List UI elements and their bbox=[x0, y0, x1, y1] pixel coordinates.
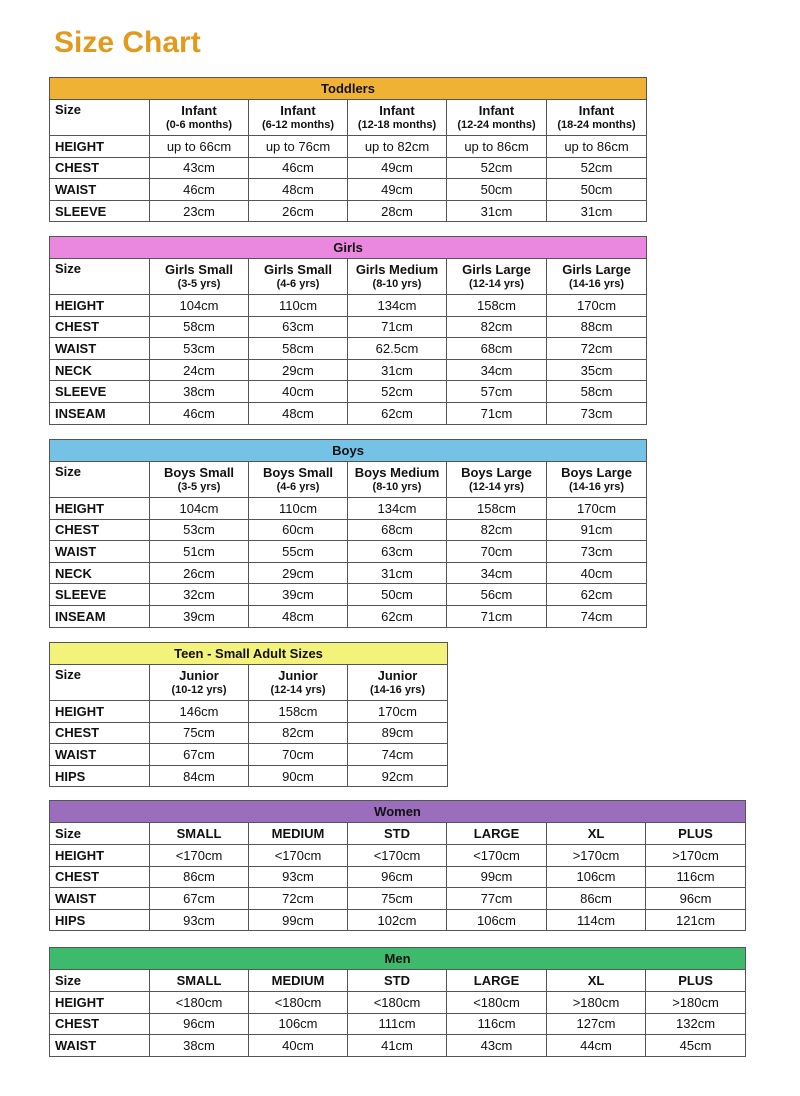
table-cell: 71cm bbox=[348, 316, 447, 338]
girls-col-header bbox=[348, 259, 447, 295]
toddlers-section-title: Toddlers bbox=[50, 78, 647, 100]
row-label: WAIST bbox=[50, 744, 150, 766]
table-cell: 106cm bbox=[249, 1013, 348, 1035]
boys-col-header bbox=[547, 462, 647, 498]
table-cell: 71cm bbox=[447, 402, 547, 424]
row-label: WAIST bbox=[50, 888, 150, 910]
table-row bbox=[50, 200, 647, 222]
row-label: HIPS bbox=[50, 765, 150, 787]
table-row bbox=[50, 845, 746, 867]
table-cell: 70cm bbox=[249, 744, 348, 766]
girls-header-size: Size bbox=[50, 259, 150, 295]
table-cell: 53cm bbox=[150, 338, 249, 360]
row-label: CHEST bbox=[50, 1013, 150, 1035]
row-label: WAIST bbox=[50, 179, 150, 201]
table-cell: 74cm bbox=[348, 744, 448, 766]
table-cell: 34cm bbox=[447, 562, 547, 584]
table-cell: up to 86cm bbox=[547, 136, 647, 158]
table-cell: 86cm bbox=[150, 866, 249, 888]
table-cell: 75cm bbox=[150, 722, 249, 744]
table-cell: 106cm bbox=[547, 866, 646, 888]
table-cell: 34cm bbox=[447, 359, 547, 381]
table-cell: 70cm bbox=[447, 541, 547, 563]
women-col-header: XL bbox=[547, 823, 646, 845]
row-label: HEIGHT bbox=[50, 701, 150, 723]
col-range: (14-16 yrs) bbox=[369, 683, 426, 696]
table-cell: 48cm bbox=[249, 605, 348, 627]
table-cell: 104cm bbox=[150, 295, 249, 317]
table-row bbox=[50, 316, 647, 338]
table-cell: 82cm bbox=[447, 316, 547, 338]
row-label: CHEST bbox=[50, 722, 150, 744]
table-cell: 62cm bbox=[348, 402, 447, 424]
teen-section-title: Teen - Small Adult Sizes bbox=[50, 643, 448, 665]
table-cell: 104cm bbox=[150, 498, 249, 520]
table-cell: 48cm bbox=[249, 179, 348, 201]
women-col-header: MEDIUM bbox=[249, 823, 348, 845]
women-col-header: PLUS bbox=[646, 823, 746, 845]
men-header-size: Size bbox=[50, 970, 150, 992]
table-cell: 45cm bbox=[646, 1035, 746, 1057]
table-cell: 40cm bbox=[249, 381, 348, 403]
col-range: (18-24 months) bbox=[557, 118, 636, 131]
table-row bbox=[50, 605, 647, 627]
table-row bbox=[50, 402, 647, 424]
men-section-title: Men bbox=[50, 948, 746, 970]
row-label: CHEST bbox=[50, 519, 150, 541]
table-row bbox=[50, 1013, 746, 1035]
table-cell: 55cm bbox=[249, 541, 348, 563]
women-col-header: STD bbox=[348, 823, 447, 845]
table-row bbox=[50, 295, 647, 317]
table-cell: 50cm bbox=[547, 179, 647, 201]
table-cell: 132cm bbox=[646, 1013, 746, 1035]
table-cell: 84cm bbox=[150, 765, 249, 787]
boys-col-header bbox=[150, 462, 249, 498]
table-cell: 99cm bbox=[447, 866, 547, 888]
teen-col-header bbox=[150, 665, 249, 701]
table-cell: <180cm bbox=[249, 992, 348, 1014]
col-range: (12-14 yrs) bbox=[468, 277, 525, 290]
table-cell: >170cm bbox=[547, 845, 646, 867]
col-name: Girls Large bbox=[562, 261, 631, 277]
table-row bbox=[50, 519, 647, 541]
table-cell: 58cm bbox=[150, 316, 249, 338]
girls-col-header bbox=[447, 259, 547, 295]
table-cell: up to 82cm bbox=[348, 136, 447, 158]
col-range: (0-6 months) bbox=[166, 118, 232, 131]
table-cell: 23cm bbox=[150, 200, 249, 222]
col-range: (12-18 months) bbox=[357, 118, 437, 131]
table-cell: 35cm bbox=[547, 359, 647, 381]
row-label: HEIGHT bbox=[50, 295, 150, 317]
table-cell: 88cm bbox=[547, 316, 647, 338]
col-range: (12-24 months) bbox=[457, 118, 536, 131]
col-name: Infant bbox=[280, 102, 316, 118]
teen-col-header bbox=[249, 665, 348, 701]
table-cell: 49cm bbox=[348, 157, 447, 179]
table-cell: 49cm bbox=[348, 179, 447, 201]
row-label: INSEAM bbox=[50, 605, 150, 627]
col-range: (12-14 yrs) bbox=[468, 480, 525, 493]
table-row bbox=[50, 992, 746, 1014]
table-cell: >180cm bbox=[547, 992, 646, 1014]
table-cell: 41cm bbox=[348, 1035, 447, 1057]
table-row bbox=[50, 701, 448, 723]
teen-header-size: Size bbox=[50, 665, 150, 701]
col-range: (8-10 yrs) bbox=[372, 277, 422, 290]
table-cell: 26cm bbox=[150, 562, 249, 584]
col-range: (3-5 yrs) bbox=[177, 277, 221, 290]
table-cell: 77cm bbox=[447, 888, 547, 910]
col-name: Boys Medium bbox=[354, 464, 440, 480]
table-cell: 114cm bbox=[547, 909, 646, 931]
table-cell: up to 86cm bbox=[447, 136, 547, 158]
boys-col-header bbox=[348, 462, 447, 498]
table-row bbox=[50, 338, 647, 360]
table-cell: 72cm bbox=[249, 888, 348, 910]
men-col-header: MEDIUM bbox=[249, 970, 348, 992]
row-label: HEIGHT bbox=[50, 845, 150, 867]
boys-col-header bbox=[447, 462, 547, 498]
col-name: Girls Small bbox=[264, 261, 332, 277]
table-cell: 62.5cm bbox=[348, 338, 447, 360]
women-col-header: LARGE bbox=[447, 823, 547, 845]
table-cell: 62cm bbox=[547, 584, 647, 606]
table-cell: <170cm bbox=[150, 845, 249, 867]
table-row bbox=[50, 359, 647, 381]
table-cell: 134cm bbox=[348, 498, 447, 520]
table-row bbox=[50, 765, 448, 787]
table-cell: 28cm bbox=[348, 200, 447, 222]
table-cell: 158cm bbox=[447, 295, 547, 317]
table-cell: <180cm bbox=[348, 992, 447, 1014]
men-col-header: SMALL bbox=[150, 970, 249, 992]
table-cell: 57cm bbox=[447, 381, 547, 403]
table-row bbox=[50, 179, 647, 201]
table-cell: 93cm bbox=[249, 866, 348, 888]
girls-section-title: Girls bbox=[50, 237, 647, 259]
table-cell: 67cm bbox=[150, 888, 249, 910]
row-label: WAIST bbox=[50, 541, 150, 563]
table-row bbox=[50, 498, 647, 520]
table-cell: 106cm bbox=[447, 909, 547, 931]
table-row bbox=[50, 866, 746, 888]
table-cell: 62cm bbox=[348, 605, 447, 627]
table-cell: <170cm bbox=[447, 845, 547, 867]
table-cell: 51cm bbox=[150, 541, 249, 563]
table-cell: 170cm bbox=[348, 701, 448, 723]
table-cell: >180cm bbox=[646, 992, 746, 1014]
table-cell: 43cm bbox=[447, 1035, 547, 1057]
toddlers-header-size: Size bbox=[50, 100, 150, 136]
col-name: Infant bbox=[578, 102, 615, 118]
table-cell: 121cm bbox=[646, 909, 746, 931]
boys-size-table bbox=[49, 439, 647, 628]
table-cell: 58cm bbox=[249, 338, 348, 360]
table-row bbox=[50, 722, 448, 744]
table-cell: 52cm bbox=[348, 381, 447, 403]
table-cell: 68cm bbox=[348, 519, 447, 541]
toddlers-col-header bbox=[348, 100, 447, 136]
row-label: HIPS bbox=[50, 909, 150, 931]
men-col-header: PLUS bbox=[646, 970, 746, 992]
row-label: WAIST bbox=[50, 1035, 150, 1057]
table-cell: 91cm bbox=[547, 519, 647, 541]
table-cell: up to 76cm bbox=[249, 136, 348, 158]
table-cell: 74cm bbox=[547, 605, 647, 627]
women-col-header: SMALL bbox=[150, 823, 249, 845]
table-cell: >170cm bbox=[646, 845, 746, 867]
men-size-table bbox=[49, 947, 746, 1057]
col-name: Boys Small bbox=[163, 464, 235, 480]
girls-size-table bbox=[49, 236, 647, 425]
table-cell: 53cm bbox=[150, 519, 249, 541]
table-cell: 75cm bbox=[348, 888, 447, 910]
toddlers-size-table bbox=[49, 77, 647, 222]
table-cell: up to 66cm bbox=[150, 136, 249, 158]
table-cell: 93cm bbox=[150, 909, 249, 931]
women-header-size: Size bbox=[50, 823, 150, 845]
table-cell: 110cm bbox=[249, 295, 348, 317]
table-cell: 31cm bbox=[348, 562, 447, 584]
table-cell: 72cm bbox=[547, 338, 647, 360]
row-label: INSEAM bbox=[50, 402, 150, 424]
table-cell: 31cm bbox=[348, 359, 447, 381]
table-row bbox=[50, 381, 647, 403]
col-range: (14-16 yrs) bbox=[569, 277, 625, 290]
table-cell: 24cm bbox=[150, 359, 249, 381]
table-row bbox=[50, 584, 647, 606]
table-cell: 89cm bbox=[348, 722, 448, 744]
table-row bbox=[50, 1035, 746, 1057]
table-cell: 134cm bbox=[348, 295, 447, 317]
table-cell: 63cm bbox=[348, 541, 447, 563]
table-row bbox=[50, 157, 647, 179]
col-name: Infant bbox=[478, 102, 515, 118]
table-cell: 90cm bbox=[249, 765, 348, 787]
row-label: CHEST bbox=[50, 866, 150, 888]
table-cell: <170cm bbox=[348, 845, 447, 867]
row-label: SLEEVE bbox=[50, 584, 150, 606]
table-cell: 111cm bbox=[348, 1013, 447, 1035]
table-cell: 46cm bbox=[249, 157, 348, 179]
table-cell: 96cm bbox=[646, 888, 746, 910]
women-size-table bbox=[49, 800, 746, 931]
table-cell: 96cm bbox=[150, 1013, 249, 1035]
table-row bbox=[50, 562, 647, 584]
col-name: Boys Large bbox=[461, 464, 532, 480]
table-cell: 40cm bbox=[249, 1035, 348, 1057]
table-cell: 40cm bbox=[547, 562, 647, 584]
table-cell: <180cm bbox=[150, 992, 249, 1014]
table-cell: 158cm bbox=[249, 701, 348, 723]
page-title: Size Chart bbox=[54, 26, 201, 59]
table-cell: 170cm bbox=[547, 295, 647, 317]
table-cell: 48cm bbox=[249, 402, 348, 424]
table-cell: 102cm bbox=[348, 909, 447, 931]
table-cell: 86cm bbox=[547, 888, 646, 910]
table-cell: 56cm bbox=[447, 584, 547, 606]
men-col-header: XL bbox=[547, 970, 646, 992]
table-cell: 96cm bbox=[348, 866, 447, 888]
table-cell: 32cm bbox=[150, 584, 249, 606]
table-cell: 58cm bbox=[547, 381, 647, 403]
row-label: NECK bbox=[50, 359, 150, 381]
col-name: Girls Medium bbox=[355, 261, 439, 277]
toddlers-col-header bbox=[249, 100, 348, 136]
col-name: Junior bbox=[179, 667, 219, 683]
table-cell: 170cm bbox=[547, 498, 647, 520]
table-row bbox=[50, 541, 647, 563]
table-row bbox=[50, 888, 746, 910]
col-range: (4-6 yrs) bbox=[276, 480, 320, 493]
table-cell: 38cm bbox=[150, 1035, 249, 1057]
table-cell: 50cm bbox=[447, 179, 547, 201]
toddlers-col-header bbox=[547, 100, 647, 136]
table-cell: 73cm bbox=[547, 541, 647, 563]
col-name: Boys Large bbox=[561, 464, 632, 480]
table-cell: 67cm bbox=[150, 744, 249, 766]
table-cell: 99cm bbox=[249, 909, 348, 931]
girls-col-header bbox=[150, 259, 249, 295]
col-name: Girls Small bbox=[165, 261, 233, 277]
col-name: Junior bbox=[278, 667, 318, 683]
table-cell: 31cm bbox=[447, 200, 547, 222]
table-cell: 50cm bbox=[348, 584, 447, 606]
table-cell: 26cm bbox=[249, 200, 348, 222]
table-cell: 82cm bbox=[249, 722, 348, 744]
col-name: Infant bbox=[181, 102, 217, 118]
table-cell: 38cm bbox=[150, 381, 249, 403]
table-cell: 110cm bbox=[249, 498, 348, 520]
women-section-title: Women bbox=[50, 801, 746, 823]
row-label: WAIST bbox=[50, 338, 150, 360]
col-name: Infant bbox=[379, 102, 415, 118]
men-col-header: LARGE bbox=[447, 970, 547, 992]
row-label: SLEEVE bbox=[50, 381, 150, 403]
row-label: CHEST bbox=[50, 157, 150, 179]
boys-section-title: Boys bbox=[50, 440, 647, 462]
table-cell: 116cm bbox=[447, 1013, 547, 1035]
table-cell: 82cm bbox=[447, 519, 547, 541]
table-cell: 44cm bbox=[547, 1035, 646, 1057]
row-label: NECK bbox=[50, 562, 150, 584]
col-name: Boys Small bbox=[262, 464, 334, 480]
row-label: SLEEVE bbox=[50, 200, 150, 222]
table-cell: 29cm bbox=[249, 562, 348, 584]
col-range: (14-16 yrs) bbox=[569, 480, 625, 493]
table-cell: 73cm bbox=[547, 402, 647, 424]
men-col-header: STD bbox=[348, 970, 447, 992]
table-cell: <180cm bbox=[447, 992, 547, 1014]
table-cell: 127cm bbox=[547, 1013, 646, 1035]
boys-col-header bbox=[249, 462, 348, 498]
table-cell: 29cm bbox=[249, 359, 348, 381]
table-cell: 52cm bbox=[447, 157, 547, 179]
row-label: HEIGHT bbox=[50, 992, 150, 1014]
table-cell: 146cm bbox=[150, 701, 249, 723]
col-range: (10-12 yrs) bbox=[171, 683, 227, 696]
table-cell: 60cm bbox=[249, 519, 348, 541]
col-name: Junior bbox=[377, 667, 418, 683]
table-cell: <170cm bbox=[249, 845, 348, 867]
table-cell: 46cm bbox=[150, 402, 249, 424]
table-cell: 39cm bbox=[249, 584, 348, 606]
teen-col-header bbox=[348, 665, 448, 701]
table-cell: 46cm bbox=[150, 179, 249, 201]
toddlers-col-header bbox=[447, 100, 547, 136]
table-cell: 52cm bbox=[547, 157, 647, 179]
girls-col-header bbox=[547, 259, 647, 295]
table-cell: 31cm bbox=[547, 200, 647, 222]
table-cell: 116cm bbox=[646, 866, 746, 888]
toddlers-col-header bbox=[150, 100, 249, 136]
table-cell: 43cm bbox=[150, 157, 249, 179]
table-row bbox=[50, 744, 448, 766]
table-cell: 68cm bbox=[447, 338, 547, 360]
table-row bbox=[50, 136, 647, 158]
table-cell: 71cm bbox=[447, 605, 547, 627]
table-cell: 39cm bbox=[150, 605, 249, 627]
col-range: (12-14 yrs) bbox=[270, 683, 326, 696]
col-range: (3-5 yrs) bbox=[177, 480, 221, 493]
girls-col-header bbox=[249, 259, 348, 295]
col-name: Girls Large bbox=[462, 261, 531, 277]
row-label: HEIGHT bbox=[50, 498, 150, 520]
table-cell: 92cm bbox=[348, 765, 448, 787]
teen-size-table bbox=[49, 642, 448, 787]
boys-header-size: Size bbox=[50, 462, 150, 498]
table-cell: 63cm bbox=[249, 316, 348, 338]
col-range: (6-12 months) bbox=[261, 118, 335, 131]
table-cell: 158cm bbox=[447, 498, 547, 520]
col-range: (4-6 yrs) bbox=[276, 277, 320, 290]
table-row bbox=[50, 909, 746, 931]
col-range: (8-10 yrs) bbox=[372, 480, 422, 493]
row-label: HEIGHT bbox=[50, 136, 150, 158]
row-label: CHEST bbox=[50, 316, 150, 338]
